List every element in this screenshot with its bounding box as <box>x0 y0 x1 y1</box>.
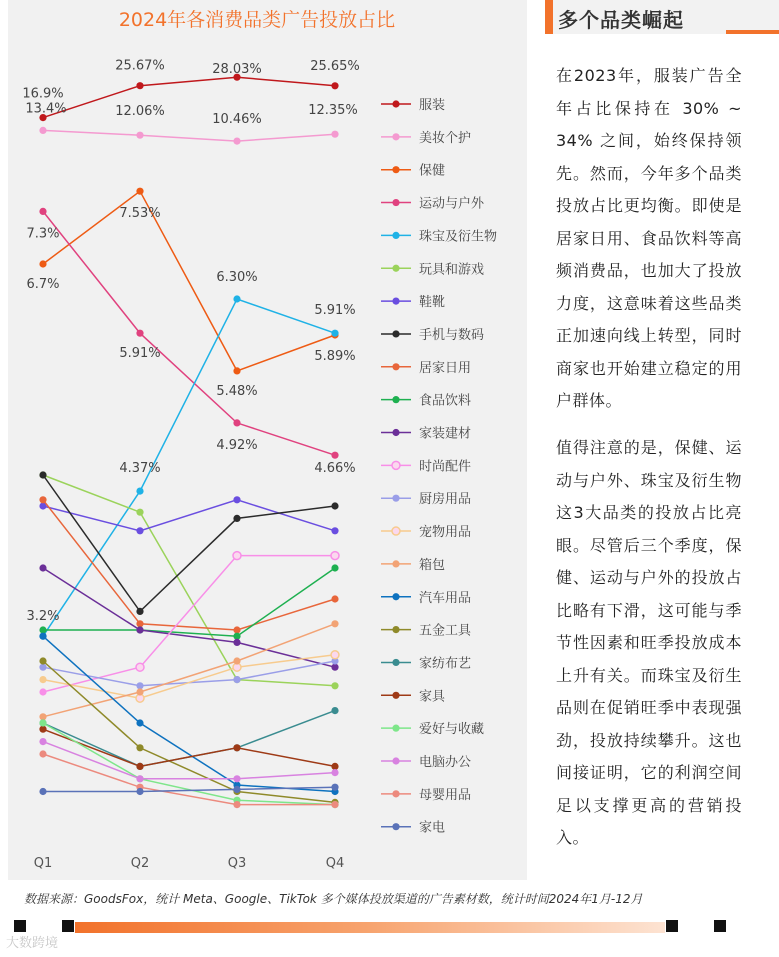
legend-marker-1 <box>392 100 399 107</box>
series-9-point-q2 <box>136 620 143 627</box>
legend-marker-18 <box>392 659 399 666</box>
series-8-point-q3 <box>233 515 240 522</box>
legend-marker-4 <box>392 199 399 206</box>
series-5-point-q2 <box>136 488 143 495</box>
source-note: 数据来源：GoodsFox，统计 Meta、Google、TikTok 多个媒体投放渠道的广告素材数，统计时间2024年1月-12月 <box>24 892 643 906</box>
data-label-s5-q4: 5.91% <box>314 303 356 319</box>
sidebar-paragraph-2: 值得注意的是，保健、运动与户外、珠宝及衍生物这3大品类的投放占比亮眼。尽管后三个季度，保健、运动与户外的投放占比略有下滑，这可能与季节性因素和旺季投放成本上升有关。而珠宝及衍生品则在促销旺季中表现强劲，投放持续攀升。这也间接证明，它的利润空间足以支撑更高的营销投入。 <box>556 438 742 847</box>
series-17-point-q1 <box>39 657 46 664</box>
series-11-point-q4 <box>331 664 338 671</box>
series-15-point-q3 <box>233 657 240 664</box>
series-12-point-q4 <box>331 552 339 560</box>
series-line-4 <box>43 211 335 455</box>
series-14-point-q1 <box>39 676 46 683</box>
legend-marker-14 <box>392 527 400 535</box>
legend-label-19: 家具 <box>419 689 446 705</box>
series-6-point-q2 <box>136 509 143 516</box>
legend-marker-17 <box>392 626 399 633</box>
series-20-point-q1 <box>39 719 46 726</box>
legend-label-22: 母婴用品 <box>419 787 472 803</box>
series-10-point-q1 <box>39 626 46 633</box>
series-18-point-q4 <box>331 707 338 714</box>
series-14-point-q4 <box>331 651 339 659</box>
series-line-7 <box>43 500 335 531</box>
legend-marker-13 <box>392 495 399 502</box>
series-15-point-q4 <box>331 620 338 627</box>
legend-label-2: 美妆个护 <box>419 130 472 146</box>
legend-label-16: 汽车用品 <box>419 590 472 606</box>
series-13-point-q3 <box>233 676 240 683</box>
series-6-point-q4 <box>331 682 338 689</box>
legend-label-3: 保健 <box>419 163 446 179</box>
series-8-point-q4 <box>331 502 338 509</box>
series-line-8 <box>43 475 335 611</box>
series-line-20 <box>43 723 335 805</box>
series-2-point-q2 <box>136 132 143 139</box>
series-23-point-q3 <box>233 786 240 793</box>
decor-square-left-1 <box>14 920 26 932</box>
legend-label-11: 家装建材 <box>419 426 472 442</box>
series-7-point-q2 <box>136 527 143 534</box>
legend-marker-12 <box>392 461 400 469</box>
data-label-s3-q4: 5.89% <box>314 348 356 364</box>
legend-label-20: 爱好与收藏 <box>419 722 485 738</box>
legend-label-17: 五金工具 <box>419 623 472 639</box>
series-9-point-q3 <box>233 626 240 633</box>
series-22-point-q3 <box>233 801 240 808</box>
series-5-point-q3 <box>233 295 240 302</box>
data-label-s2-q4: 12.35% <box>308 103 358 119</box>
legend-marker-7 <box>392 298 399 305</box>
legend-marker-9 <box>392 363 399 370</box>
watermark: 大数跨境 <box>6 936 59 951</box>
series-7-point-q4 <box>331 527 338 534</box>
series-8-point-q1 <box>39 471 46 478</box>
series-23-point-q1 <box>39 788 46 795</box>
series-12-point-q2 <box>136 663 144 671</box>
series-line-11 <box>43 568 335 667</box>
series-line-21 <box>43 742 335 779</box>
series-4-point-q1 <box>39 208 46 215</box>
series-line-2 <box>43 130 335 141</box>
legend-label-18: 家纺布艺 <box>419 656 472 672</box>
data-label-s5-q1: 3.2% <box>26 609 60 625</box>
data-label-s5-q2: 4.37% <box>119 461 161 477</box>
legend-label-23: 家电 <box>419 820 446 836</box>
bottom-gradient-bar <box>75 922 665 933</box>
legend-marker-15 <box>392 560 399 567</box>
legend-marker-5 <box>392 232 399 239</box>
x-tick-label-q4: Q4 <box>325 856 345 871</box>
series-3-point-q2 <box>136 188 143 195</box>
legend-label-4: 运动与户外 <box>419 196 485 212</box>
decor-square-right-2 <box>714 920 726 932</box>
series-11-point-q3 <box>233 639 240 646</box>
series-5-point-q4 <box>331 330 338 337</box>
legend-marker-3 <box>392 166 399 173</box>
x-tick-label-q1: Q1 <box>33 856 53 871</box>
legend-marker-23 <box>392 823 399 830</box>
legend-label-12: 时尚配件 <box>419 459 472 475</box>
legend-label-5: 珠宝及衍生物 <box>419 229 498 245</box>
legend-label-13: 厨房用品 <box>419 492 472 508</box>
legend-marker-11 <box>392 429 399 436</box>
legend-marker-19 <box>392 692 399 699</box>
decor-square-left-2 <box>62 920 74 932</box>
series-4-point-q2 <box>136 330 143 337</box>
series-19-point-q4 <box>331 763 338 770</box>
data-label-s2-q1: 13.4% <box>25 101 67 117</box>
series-2-point-q1 <box>39 127 46 134</box>
data-label-s1-q3: 28.03% <box>212 62 262 78</box>
series-11-point-q2 <box>136 626 143 633</box>
legend-marker-20 <box>392 725 399 732</box>
sidebar-title: 多个品类崛起 <box>558 8 684 32</box>
data-label-s1-q4: 25.65% <box>310 58 360 74</box>
legend-marker-16 <box>392 593 399 600</box>
series-21-point-q2 <box>136 775 143 782</box>
data-label-s3-q3: 5.48% <box>216 383 258 399</box>
series-11-point-q1 <box>39 564 46 571</box>
legend-marker-22 <box>392 790 399 797</box>
data-label-s5-q3: 6.30% <box>216 270 258 286</box>
series-19-point-q1 <box>39 726 46 733</box>
series-line-15 <box>43 624 335 717</box>
series-16-point-q1 <box>39 633 46 640</box>
series-2-point-q3 <box>233 138 240 145</box>
data-label-s4-q2: 5.91% <box>119 346 161 362</box>
data-label-s2-q2: 12.06% <box>115 104 165 120</box>
series-4-point-q4 <box>331 452 338 459</box>
series-1-point-q4 <box>331 82 338 89</box>
chart-title: 2024年各消费品类广告投放占比 <box>118 9 396 31</box>
legend-label-8: 手机与数码 <box>419 327 485 343</box>
series-2-point-q4 <box>331 131 338 138</box>
legend-marker-10 <box>392 396 399 403</box>
data-label-s4-q1: 7.3% <box>26 226 60 242</box>
series-21-point-q1 <box>39 738 46 745</box>
series-19-point-q2 <box>136 763 143 770</box>
x-tick-label-q2: Q2 <box>130 856 150 871</box>
legend-label-10: 食品饮料 <box>419 393 472 409</box>
series-10-point-q4 <box>331 564 338 571</box>
series-21-point-q4 <box>331 769 338 776</box>
series-1-point-q2 <box>136 82 143 89</box>
data-label-s3-q1: 6.7% <box>26 276 60 292</box>
series-21-point-q3 <box>233 775 240 782</box>
legend-label-15: 箱包 <box>419 557 446 573</box>
series-3-point-q3 <box>233 367 240 374</box>
data-label-s2-q3: 10.46% <box>212 112 262 128</box>
series-line-6 <box>43 475 335 686</box>
series-23-point-q4 <box>331 784 338 791</box>
legend-label-7: 鞋靴 <box>419 295 446 311</box>
series-3-point-q1 <box>39 260 46 267</box>
sidebar-title-underline <box>726 30 779 34</box>
sidebar-title-accent-bar <box>545 0 553 34</box>
legend-label-21: 电脑办公 <box>419 755 472 770</box>
legend-marker-2 <box>392 133 399 140</box>
series-16-point-q2 <box>136 719 143 726</box>
sidebar-paragraph-1: 在2023年，服装广告全年占比保持在 30% ~ 34% 之间，始终保持领先。然而，今年多个品类投放占比更均衡。即使是居家日用、食品饮料等高频消费品，也加大了投放力度，这意味着这些品类正加速向线上转型，同时商家也开始建立稳定的用户群体。 <box>556 66 742 410</box>
series-13-point-q2 <box>136 682 143 689</box>
series-line-5 <box>43 299 335 636</box>
series-22-point-q1 <box>39 750 46 757</box>
legend-label-1: 服装 <box>419 98 446 113</box>
series-8-point-q2 <box>136 608 143 615</box>
legend-label-6: 玩具和游戏 <box>419 262 485 278</box>
series-23-point-q2 <box>136 788 143 795</box>
series-4-point-q3 <box>233 419 240 426</box>
series-7-point-q3 <box>233 496 240 503</box>
data-label-s4-q3: 4.92% <box>216 437 258 453</box>
series-line-3 <box>43 191 335 371</box>
series-10-point-q3 <box>233 633 240 640</box>
series-22-point-q4 <box>331 801 338 808</box>
data-label-s4-q4: 4.66% <box>314 461 356 477</box>
series-line-12 <box>43 556 335 692</box>
data-label-s1-q1: 16.9% <box>22 86 64 102</box>
series-line-10 <box>43 568 335 636</box>
decor-square-right-1 <box>666 920 678 932</box>
series-15-point-q2 <box>136 688 143 695</box>
series-9-point-q1 <box>39 496 46 503</box>
series-12-point-q3 <box>233 552 241 560</box>
data-label-s3-q2: 7.53% <box>119 206 161 222</box>
legend-marker-21 <box>392 757 399 764</box>
data-label-s1-q2: 25.67% <box>115 58 165 74</box>
x-tick-label-q3: Q3 <box>227 856 247 871</box>
legend-label-14: 宠物用品 <box>419 525 472 541</box>
legend-label-9: 居家日用 <box>419 360 472 376</box>
series-9-point-q4 <box>331 595 338 602</box>
series-12-point-q1 <box>39 688 46 695</box>
legend-marker-8 <box>392 330 399 337</box>
series-17-point-q2 <box>136 744 143 751</box>
legend-marker-6 <box>392 265 399 272</box>
series-19-point-q3 <box>233 744 240 751</box>
series-13-point-q1 <box>39 664 46 671</box>
series-15-point-q1 <box>39 713 46 720</box>
